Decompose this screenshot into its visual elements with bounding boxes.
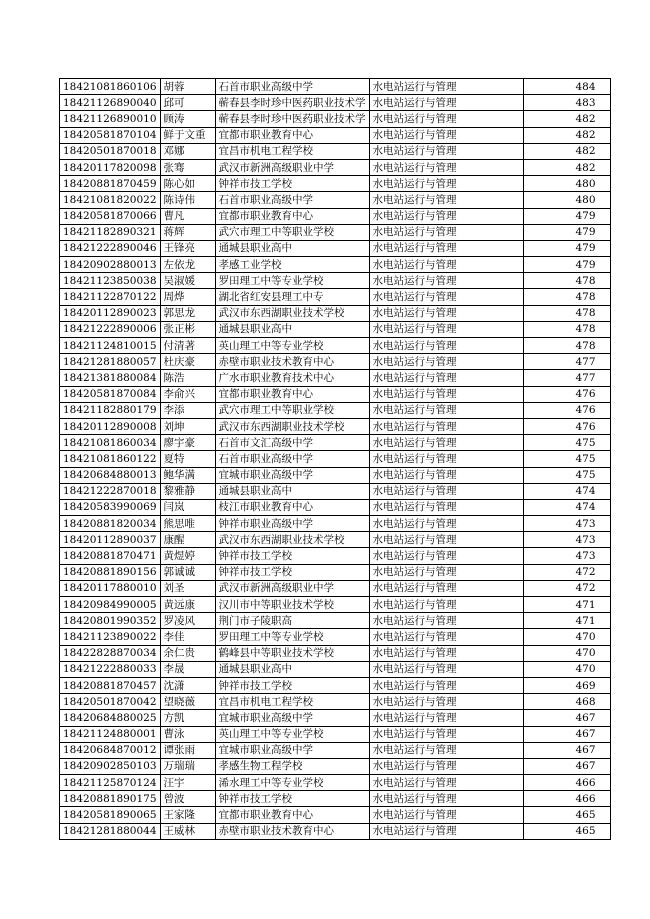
cell-student-name: 廖宇豪: [160, 435, 215, 451]
cell-major: 水电站运行与管理: [369, 354, 523, 370]
cell-school: 武穴市理工中等职业学校: [215, 224, 369, 240]
cell-exam-id: 18421222880033: [60, 661, 161, 677]
cell-school: 宜昌市机电工程学校: [215, 143, 369, 159]
cell-student-name: 胡蓉: [160, 79, 215, 95]
cell-school: 宜都市职业教育中心: [215, 208, 369, 224]
cell-student-name: 黎雅静: [160, 483, 215, 499]
cell-major: 水电站运行与管理: [369, 758, 523, 774]
cell-student-name: 方凯: [160, 710, 215, 726]
cell-exam-id: 18421125870124: [60, 775, 161, 791]
cell-major: 水电站运行与管理: [369, 273, 523, 289]
cell-school: 通城县职业高中: [215, 661, 369, 677]
cell-student-name: 付清著: [160, 338, 215, 354]
cell-school: 罗田理工中等专业学校: [215, 273, 369, 289]
cell-exam-id: 18420902850103: [60, 758, 161, 774]
table-row: [60, 111, 611, 127]
cell-score: 477: [523, 370, 610, 386]
cell-student-name: 曹凡: [160, 208, 215, 224]
cell-student-name: 郭诚诚: [160, 564, 215, 580]
cell-school: 枝江市职业教育中心: [215, 499, 369, 515]
cell-exam-id: 18420112890023: [60, 305, 161, 321]
cell-student-name: 邱可: [160, 95, 215, 111]
table-row: [60, 710, 611, 726]
table-row: [60, 823, 611, 839]
cell-student-name: 闫岚: [160, 499, 215, 515]
table-row: [60, 467, 611, 483]
cell-student-name: 汪宇: [160, 775, 215, 791]
cell-student-name: 郭思龙: [160, 305, 215, 321]
cell-school: 钟祥市技工学校: [215, 176, 369, 192]
table-row: [60, 564, 611, 580]
cell-exam-id: 18421182890321: [60, 224, 161, 240]
cell-score: 467: [523, 710, 610, 726]
cell-exam-id: 18420881870471: [60, 548, 161, 564]
cell-score: 483: [523, 95, 610, 111]
cell-student-name: 陈诗伟: [160, 192, 215, 208]
table-row: [60, 354, 611, 370]
cell-major: 水电站运行与管理: [369, 289, 523, 305]
cell-exam-id: 18420684880013: [60, 467, 161, 483]
cell-major: 水电站运行与管理: [369, 516, 523, 532]
cell-school: 孝感工业学校: [215, 257, 369, 273]
cell-major: 水电站运行与管理: [369, 694, 523, 710]
cell-school: 汉川市中等职业技术学校: [215, 597, 369, 613]
cell-school: 武穴市理工中等职业学校: [215, 402, 369, 418]
cell-exam-id: 18421081860034: [60, 435, 161, 451]
cell-exam-id: 18420117820098: [60, 159, 161, 175]
cell-score: 479: [523, 208, 610, 224]
cell-student-name: 杜庆豪: [160, 354, 215, 370]
cell-school: 孝感生物工程学校: [215, 758, 369, 774]
cell-score: 479: [523, 257, 610, 273]
cell-student-name: 沈潇: [160, 677, 215, 693]
cell-student-name: 余仁贵: [160, 645, 215, 661]
table-row: [60, 597, 611, 613]
cell-student-name: 吴淑媛: [160, 273, 215, 289]
cell-student-name: 熊思唯: [160, 516, 215, 532]
table-row: [60, 726, 611, 742]
cell-student-name: 王威林: [160, 823, 215, 839]
cell-score: 476: [523, 418, 610, 434]
cell-student-name: 曹泳: [160, 726, 215, 742]
cell-student-name: 顾涛: [160, 111, 215, 127]
cell-exam-id: 18420801990352: [60, 613, 161, 629]
cell-school: 钟祥市技工学校: [215, 791, 369, 807]
cell-exam-id: 18420684870012: [60, 742, 161, 758]
cell-major: 水电站运行与管理: [369, 111, 523, 127]
cell-student-name: 鲍华满: [160, 467, 215, 483]
cell-school: 广水市职业教育技术中心: [215, 370, 369, 386]
cell-student-name: 夏特: [160, 451, 215, 467]
cell-exam-id: 18420984990005: [60, 597, 161, 613]
cell-major: 水电站运行与管理: [369, 435, 523, 451]
cell-school: 英山理工中等专业学校: [215, 726, 369, 742]
cell-major: 水电站运行与管理: [369, 580, 523, 596]
cell-major: 水电站运行与管理: [369, 159, 523, 175]
table-row: [60, 742, 611, 758]
cell-major: 水电站运行与管理: [369, 677, 523, 693]
cell-student-name: 左依龙: [160, 257, 215, 273]
cell-student-name: 黄远康: [160, 597, 215, 613]
cell-major: 水电站运行与管理: [369, 451, 523, 467]
cell-score: 469: [523, 677, 610, 693]
cell-student-name: 陈浩: [160, 370, 215, 386]
cell-score: 484: [523, 79, 610, 95]
cell-school: 武汉市东西湖职业技术学校: [215, 532, 369, 548]
cell-score: 475: [523, 435, 610, 451]
cell-major: 水电站运行与管理: [369, 661, 523, 677]
cell-score: 480: [523, 176, 610, 192]
cell-exam-id: 18421126890010: [60, 111, 161, 127]
table-row: [60, 192, 611, 208]
cell-student-name: 蒋辉: [160, 224, 215, 240]
cell-score: 473: [523, 532, 610, 548]
cell-school: 宜城市职业高级中学: [215, 467, 369, 483]
cell-major: 水电站运行与管理: [369, 192, 523, 208]
cell-exam-id: 18421222890046: [60, 240, 161, 256]
cell-school: 武汉市东西湖职业技术学校: [215, 305, 369, 321]
table-row: [60, 257, 611, 273]
table-row: [60, 694, 611, 710]
cell-score: 466: [523, 775, 610, 791]
cell-score: 477: [523, 354, 610, 370]
table-row: [60, 451, 611, 467]
cell-score: 482: [523, 111, 610, 127]
cell-exam-id: 18420684880025: [60, 710, 161, 726]
cell-major: 水电站运行与管理: [369, 726, 523, 742]
cell-exam-id: 18421281880044: [60, 823, 161, 839]
cell-student-name: 万瑞瑞: [160, 758, 215, 774]
table-row: [60, 758, 611, 774]
cell-score: 470: [523, 629, 610, 645]
cell-score: 479: [523, 240, 610, 256]
score-table-body: [60, 79, 611, 840]
cell-school: 宜昌市机电工程学校: [215, 694, 369, 710]
cell-major: 水电站运行与管理: [369, 823, 523, 839]
cell-major: 水电站运行与管理: [369, 386, 523, 402]
table-row: [60, 499, 611, 515]
cell-student-name: 康醒: [160, 532, 215, 548]
table-row: [60, 273, 611, 289]
cell-major: 水电站运行与管理: [369, 467, 523, 483]
cell-score: 478: [523, 321, 610, 337]
cell-major: 水电站运行与管理: [369, 418, 523, 434]
table-row: [60, 224, 611, 240]
cell-student-name: 邓娜: [160, 143, 215, 159]
cell-exam-id: 18420881820034: [60, 516, 161, 532]
cell-school: 石首市职业高级中学: [215, 192, 369, 208]
table-row: [60, 289, 611, 305]
cell-major: 水电站运行与管理: [369, 791, 523, 807]
table-row: [60, 548, 611, 564]
cell-exam-id: 18421081860122: [60, 451, 161, 467]
table-row: [60, 791, 611, 807]
cell-school: 宜城市职业高级中学: [215, 742, 369, 758]
table-row: [60, 208, 611, 224]
cell-exam-id: 18420581870066: [60, 208, 161, 224]
cell-score: 478: [523, 338, 610, 354]
score-table: [59, 78, 611, 840]
cell-school: 钟祥市技工学校: [215, 677, 369, 693]
table-row: [60, 435, 611, 451]
table-row: [60, 79, 611, 95]
table-row: [60, 159, 611, 175]
cell-major: 水电站运行与管理: [369, 564, 523, 580]
cell-student-name: 谭张雨: [160, 742, 215, 758]
cell-major: 水电站运行与管理: [369, 483, 523, 499]
cell-student-name: 陈心如: [160, 176, 215, 192]
cell-exam-id: 18420501870042: [60, 694, 161, 710]
cell-major: 水电站运行与管理: [369, 176, 523, 192]
cell-major: 水电站运行与管理: [369, 370, 523, 386]
table-row: [60, 240, 611, 256]
cell-student-name: 王家隆: [160, 807, 215, 823]
cell-school: 鹤峰县中等职业技术学校: [215, 645, 369, 661]
table-row: [60, 516, 611, 532]
cell-exam-id: 18420881870459: [60, 176, 161, 192]
cell-score: 467: [523, 742, 610, 758]
table-row: [60, 532, 611, 548]
cell-student-name: 黄煜婷: [160, 548, 215, 564]
cell-major: 水电站运行与管理: [369, 807, 523, 823]
cell-school: 浠水理工中等专业学校: [215, 775, 369, 791]
cell-score: 480: [523, 192, 610, 208]
cell-score: 482: [523, 127, 610, 143]
cell-school: 宜城市职业高级中学: [215, 710, 369, 726]
cell-exam-id: 18421124880001: [60, 726, 161, 742]
cell-exam-id: 18420881890156: [60, 564, 161, 580]
cell-student-name: 王锋亮: [160, 240, 215, 256]
cell-major: 水电站运行与管理: [369, 629, 523, 645]
cell-major: 水电站运行与管理: [369, 613, 523, 629]
cell-school: 英山理工中等专业学校: [215, 338, 369, 354]
cell-score: 482: [523, 143, 610, 159]
cell-student-name: 曾波: [160, 791, 215, 807]
table-row: [60, 305, 611, 321]
cell-major: 水电站运行与管理: [369, 710, 523, 726]
cell-school: 罗田理工中等专业学校: [215, 629, 369, 645]
cell-major: 水电站运行与管理: [369, 645, 523, 661]
cell-school: 通城县职业高中: [215, 321, 369, 337]
cell-score: 465: [523, 823, 610, 839]
cell-score: 472: [523, 580, 610, 596]
cell-exam-id: 18421081820022: [60, 192, 161, 208]
cell-student-name: 刘坤: [160, 418, 215, 434]
cell-school: 宜都市职业教育中心: [215, 386, 369, 402]
table-row: [60, 580, 611, 596]
cell-score: 476: [523, 402, 610, 418]
cell-score: 473: [523, 548, 610, 564]
cell-school: 赤壁市职业技术教育中心: [215, 354, 369, 370]
cell-exam-id: 18421124810015: [60, 338, 161, 354]
cell-school: 武汉市东西湖职业技术学校: [215, 418, 369, 434]
cell-school: 赤壁市职业技术教育中心: [215, 823, 369, 839]
table-row: [60, 661, 611, 677]
table-row: [60, 775, 611, 791]
cell-score: 475: [523, 467, 610, 483]
cell-school: 钟祥市技工学校: [215, 564, 369, 580]
cell-school: 武汉市新洲高级职业中学: [215, 159, 369, 175]
cell-score: 478: [523, 273, 610, 289]
table-row: [60, 338, 611, 354]
cell-school: 荆门市子陵职高: [215, 613, 369, 629]
cell-exam-id: 18420112890037: [60, 532, 161, 548]
cell-exam-id: 18421123850038: [60, 273, 161, 289]
cell-score: 473: [523, 516, 610, 532]
cell-school: 蕲春县李时珍中医药职业技术学: [215, 111, 369, 127]
table-row: [60, 370, 611, 386]
cell-major: 水电站运行与管理: [369, 499, 523, 515]
cell-major: 水电站运行与管理: [369, 240, 523, 256]
cell-major: 水电站运行与管理: [369, 224, 523, 240]
cell-score: 478: [523, 289, 610, 305]
cell-student-name: 周烨: [160, 289, 215, 305]
cell-student-name: 张正彬: [160, 321, 215, 337]
cell-exam-id: 18420583990069: [60, 499, 161, 515]
cell-score: 466: [523, 791, 610, 807]
table-row: [60, 483, 611, 499]
cell-score: 465: [523, 807, 610, 823]
table-row: [60, 143, 611, 159]
cell-school: 宜都市职业教育中心: [215, 127, 369, 143]
cell-major: 水电站运行与管理: [369, 257, 523, 273]
cell-score: 470: [523, 661, 610, 677]
cell-school: 石首市职业高级中学: [215, 79, 369, 95]
table-row: [60, 321, 611, 337]
cell-school: 宜都市职业教育中心: [215, 807, 369, 823]
cell-major: 水电站运行与管理: [369, 742, 523, 758]
cell-score: 482: [523, 159, 610, 175]
cell-student-name: 李晟: [160, 661, 215, 677]
table-row: [60, 176, 611, 192]
cell-major: 水电站运行与管理: [369, 597, 523, 613]
table-row: [60, 127, 611, 143]
cell-major: 水电站运行与管理: [369, 143, 523, 159]
table-row: [60, 645, 611, 661]
cell-major: 水电站运行与管理: [369, 548, 523, 564]
cell-exam-id: 18420501870018: [60, 143, 161, 159]
table-row: [60, 386, 611, 402]
cell-score: 470: [523, 645, 610, 661]
cell-score: 479: [523, 224, 610, 240]
cell-exam-id: 18420902880013: [60, 257, 161, 273]
cell-school: 石首市文汇高级中学: [215, 435, 369, 451]
cell-exam-id: 18420881890175: [60, 791, 161, 807]
cell-exam-id: 18421122870122: [60, 289, 161, 305]
cell-major: 水电站运行与管理: [369, 402, 523, 418]
cell-exam-id: 18421081860106: [60, 79, 161, 95]
cell-score: 474: [523, 483, 610, 499]
cell-student-name: 张骞: [160, 159, 215, 175]
cell-student-name: 罗凌风: [160, 613, 215, 629]
table-row: [60, 402, 611, 418]
table-row: [60, 629, 611, 645]
cell-school: 通城县职业高中: [215, 483, 369, 499]
cell-exam-id: 18420581890065: [60, 807, 161, 823]
cell-school: 武汉市新洲高级职业中学: [215, 580, 369, 596]
cell-major: 水电站运行与管理: [369, 127, 523, 143]
cell-student-name: 刘圣: [160, 580, 215, 596]
cell-score: 467: [523, 726, 610, 742]
cell-exam-id: 18421222890006: [60, 321, 161, 337]
table-row: [60, 418, 611, 434]
cell-student-name: 鲜于文重: [160, 127, 215, 143]
cell-score: 471: [523, 613, 610, 629]
table-row: [60, 613, 611, 629]
cell-exam-id: 18422828870034: [60, 645, 161, 661]
cell-school: 蕲春县李时珍中医药职业技术学: [215, 95, 369, 111]
cell-exam-id: 18421381880084: [60, 370, 161, 386]
table-row: [60, 677, 611, 693]
cell-score: 475: [523, 451, 610, 467]
cell-exam-id: 18420117880010: [60, 580, 161, 596]
cell-score: 468: [523, 694, 610, 710]
cell-student-name: 李添: [160, 402, 215, 418]
cell-score: 474: [523, 499, 610, 515]
cell-student-name: 望晓薇: [160, 694, 215, 710]
cell-major: 水电站运行与管理: [369, 95, 523, 111]
cell-major: 水电站运行与管理: [369, 775, 523, 791]
cell-school: 通城县职业高中: [215, 240, 369, 256]
table-row: [60, 807, 611, 823]
cell-score: 476: [523, 386, 610, 402]
cell-student-name: 李佳: [160, 629, 215, 645]
cell-school: 钟祥市技工学校: [215, 548, 369, 564]
cell-exam-id: 18421222870018: [60, 483, 161, 499]
cell-score: 467: [523, 758, 610, 774]
cell-exam-id: 18420581870104: [60, 127, 161, 143]
cell-major: 水电站运行与管理: [369, 79, 523, 95]
cell-score: 471: [523, 597, 610, 613]
cell-exam-id: 18421182880179: [60, 402, 161, 418]
cell-exam-id: 18421126890040: [60, 95, 161, 111]
cell-exam-id: 18421281880057: [60, 354, 161, 370]
cell-major: 水电站运行与管理: [369, 338, 523, 354]
cell-score: 478: [523, 305, 610, 321]
cell-exam-id: 18421123890022: [60, 629, 161, 645]
cell-major: 水电站运行与管理: [369, 532, 523, 548]
cell-school: 湖北省红安县理工中专: [215, 289, 369, 305]
cell-major: 水电站运行与管理: [369, 321, 523, 337]
cell-exam-id: 18420881870457: [60, 677, 161, 693]
cell-major: 水电站运行与管理: [369, 208, 523, 224]
cell-score: 472: [523, 564, 610, 580]
cell-major: 水电站运行与管理: [369, 305, 523, 321]
cell-school: 钟祥市职业高级中学: [215, 516, 369, 532]
cell-exam-id: 18420112890008: [60, 418, 161, 434]
cell-school: 石首市职业高级中学: [215, 451, 369, 467]
cell-exam-id: 18420581870084: [60, 386, 161, 402]
cell-student-name: 李俞兴: [160, 386, 215, 402]
table-row: [60, 95, 611, 111]
